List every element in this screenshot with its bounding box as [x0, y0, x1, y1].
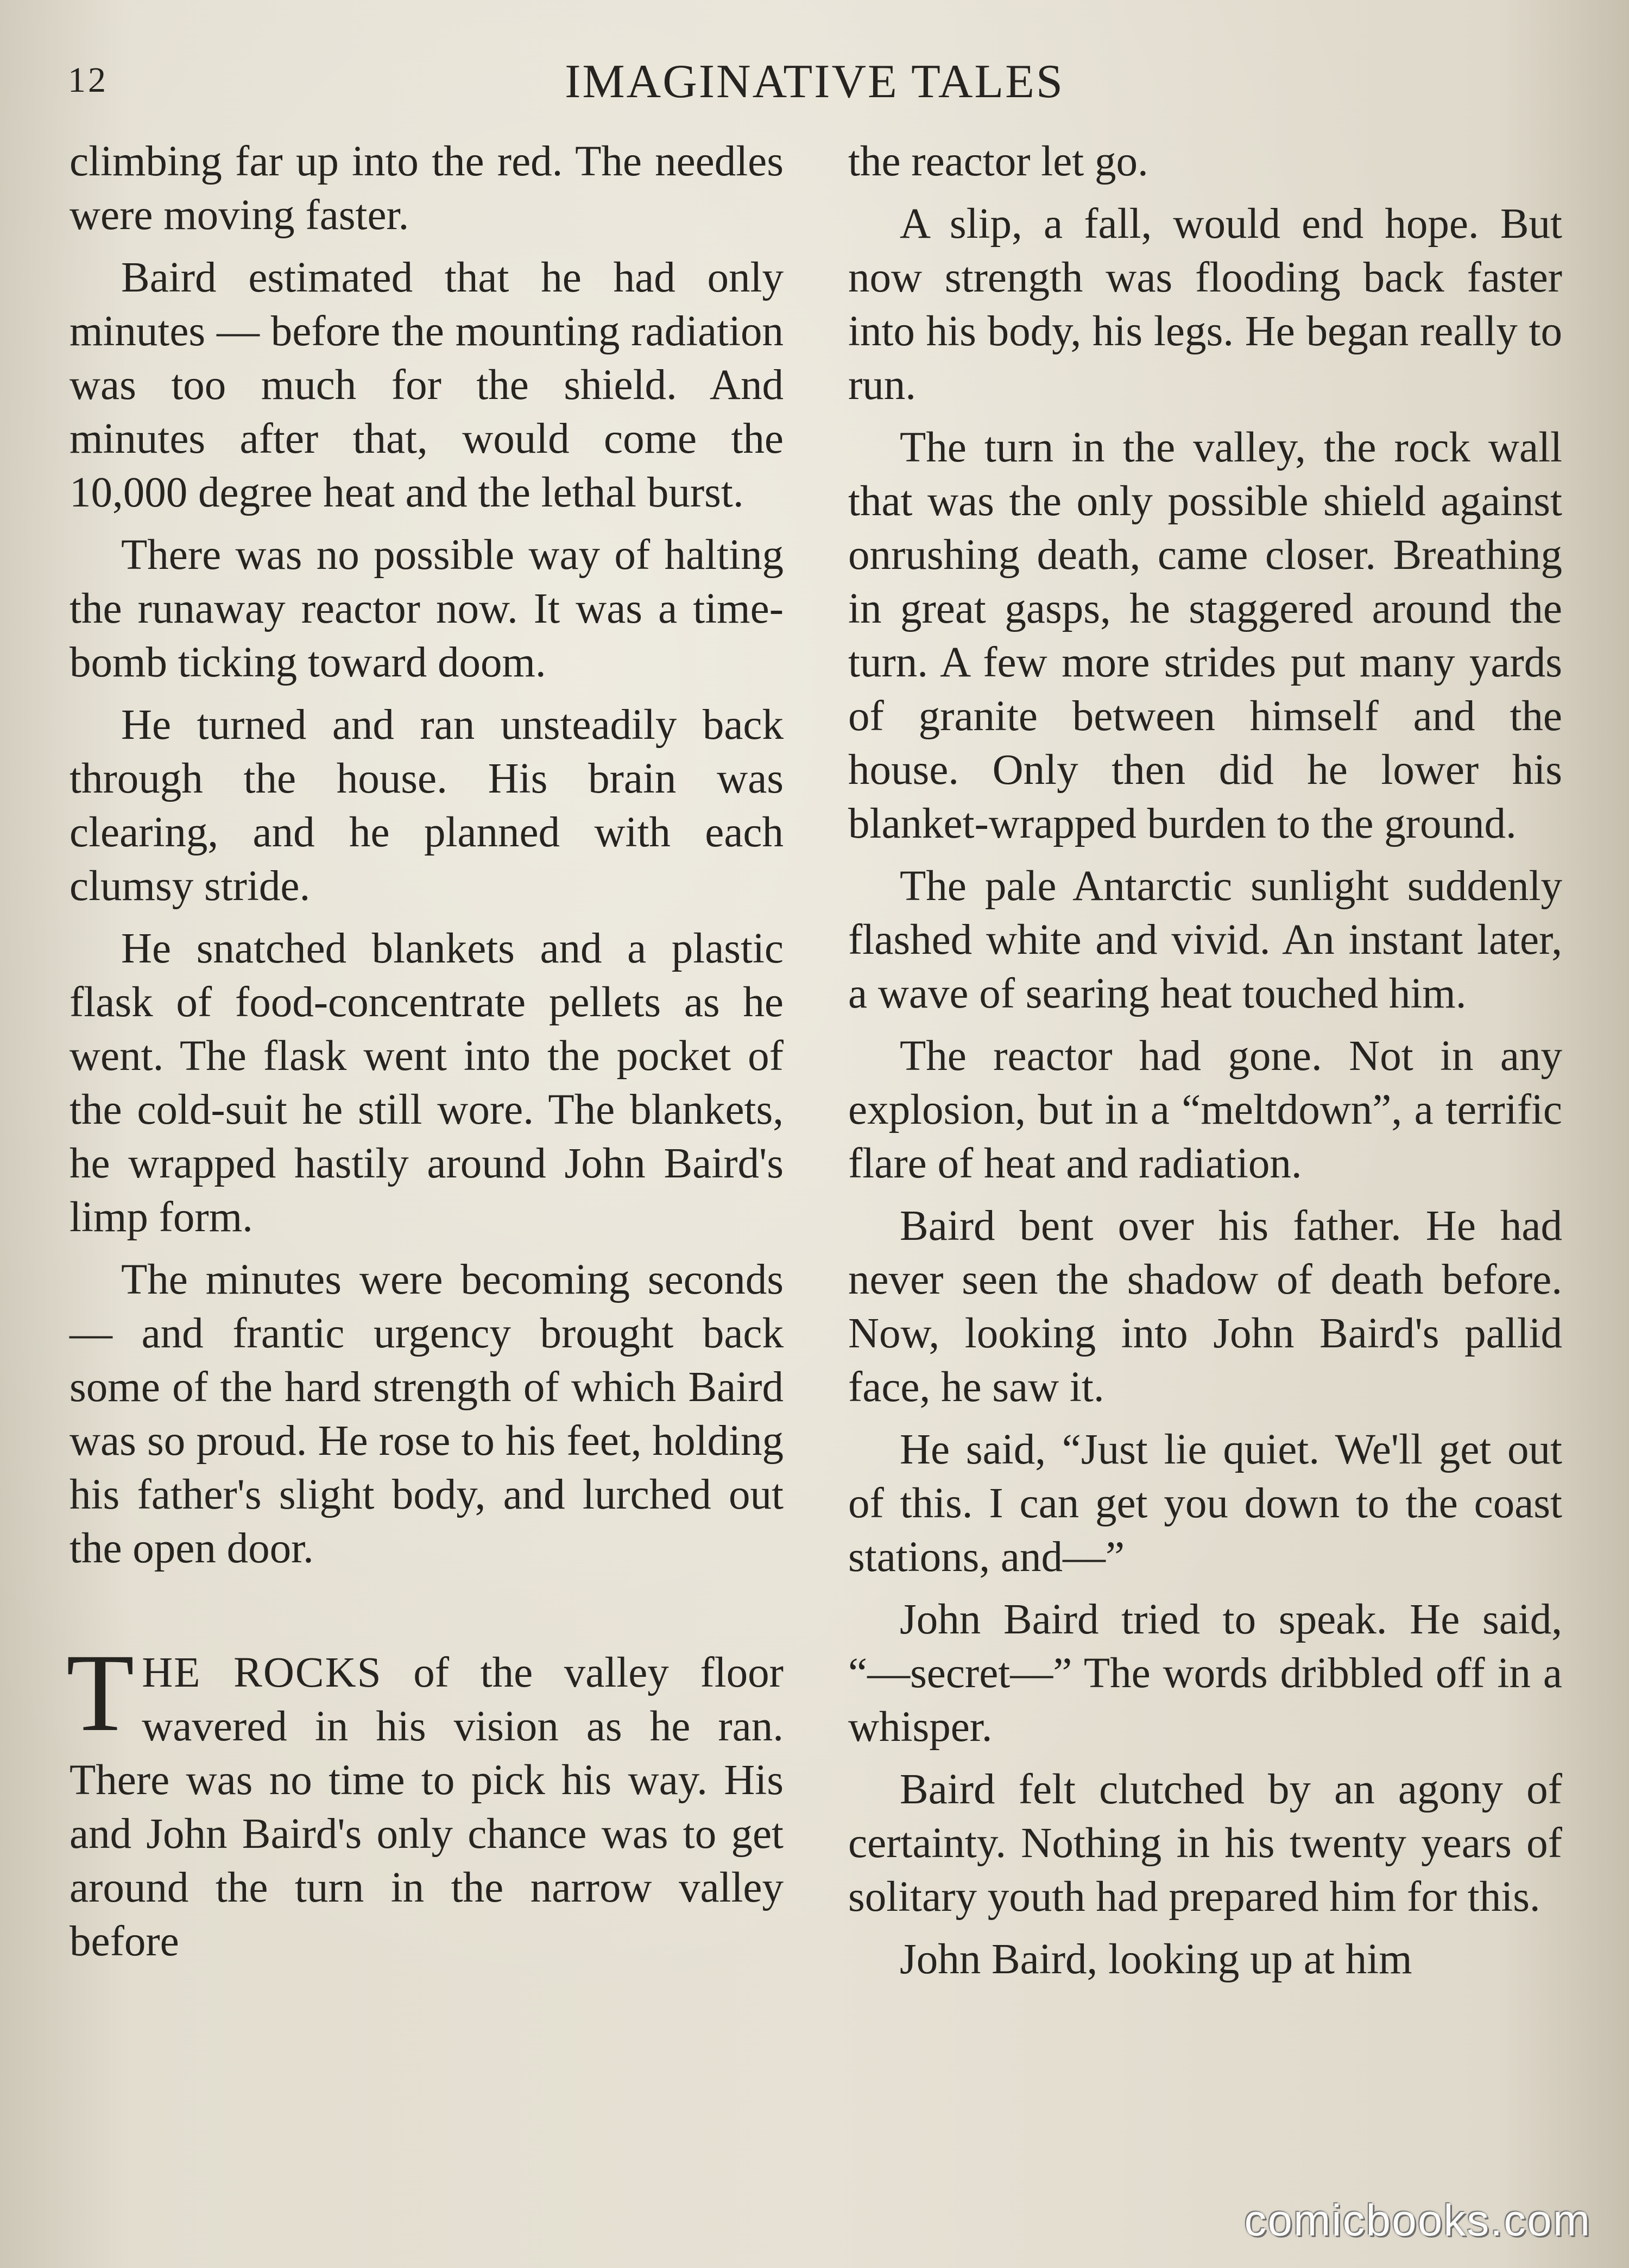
- page-header: [68, 54, 1561, 114]
- right-column: [848, 135, 1562, 1995]
- paragraph: John Baird tried to speak. He said, “—secret—” The words dribbled off in a whisper.: [848, 1596, 1562, 1751]
- drop-cap: T: [66, 1631, 135, 1754]
- paragraph: John Baird, looking up at him: [900, 1936, 1412, 1983]
- paragraph: He snatched blankets and a plastic flask of food-concentrate pellets as he went. The flask went into the pocket of the cold-suit he still wore. The blankets, he wrapped hastily around John Baird's limp form.: [70, 925, 784, 1241]
- paragraph: climbing far up into the red. The needles were moving faster.: [70, 138, 784, 239]
- paragraph: He turned and ran unsteadily back through the house. His brain was clearing, and he planned with each clumsy stride.: [70, 701, 784, 910]
- paragraph: The minutes were becoming seconds — and frantic urgency brought back some of the hard strength of which Baird was so proud. He rose to his feet, holding his father's slight body, and lurched out the open door.: [70, 1256, 784, 1572]
- paragraph: He said, “Just lie quiet. We'll get out of this. I can get you down to the coast stations, and—”: [848, 1426, 1562, 1581]
- paragraph: Baird felt clutched by an agony of certainty. Nothing in his twenty years of solitary youth had prepared him for this.: [848, 1766, 1562, 1921]
- paragraph: the reactor let go.: [848, 138, 1148, 185]
- running-title: IMAGINATIVE TALES: [565, 55, 1064, 108]
- section-text: of the valley floor wavered in his vision as he ran. There was no time to pick his way. His and John Baird's only chance was to get around the turn in the narrow valley before: [70, 1649, 784, 1965]
- paragraph: A slip, a fall, would end hope. But now strength was flooding back faster into his body, his legs. He began really to run.: [848, 200, 1562, 409]
- page-number: 12: [68, 60, 108, 100]
- paragraph: The pale Antarctic sunlight suddenly flashed white and vivid. An instant later, a wave of searing heat touched him.: [848, 863, 1562, 1017]
- left-column: [66, 135, 784, 1977]
- watermark: comicbooks.com: [1244, 2196, 1591, 2245]
- paragraph: The reactor had gone. Not in any explosion, but in a “meltdown”, a terrific flare of heat and radiation.: [848, 1032, 1562, 1187]
- section-opening-paragraph: [66, 1631, 784, 1968]
- lead-in: HE ROCKS: [142, 1649, 382, 1696]
- paragraph: The turn in the valley, the rock wall that was the only possible shield against onrushing death, came closer. Breathing in great gasps, he staggered around the turn. A few more strides put many yards of granite between himself and the house. Only then did he lower his blanket-wrapped burden to the ground.: [848, 424, 1562, 847]
- paragraph: Baird estimated that he had only minutes — before the mounting radiation was too much for the shield. And minutes after that, would come the 10,000 degree heat and the lethal burst.: [70, 254, 784, 516]
- paragraph: Baird bent over his father. He had never seen the shadow of death before. Now, looking into John Baird's pallid face, he saw it.: [848, 1202, 1562, 1411]
- paragraph: There was no possible way of halting the runaway reactor now. It was a time-bomb ticking toward doom.: [70, 531, 784, 686]
